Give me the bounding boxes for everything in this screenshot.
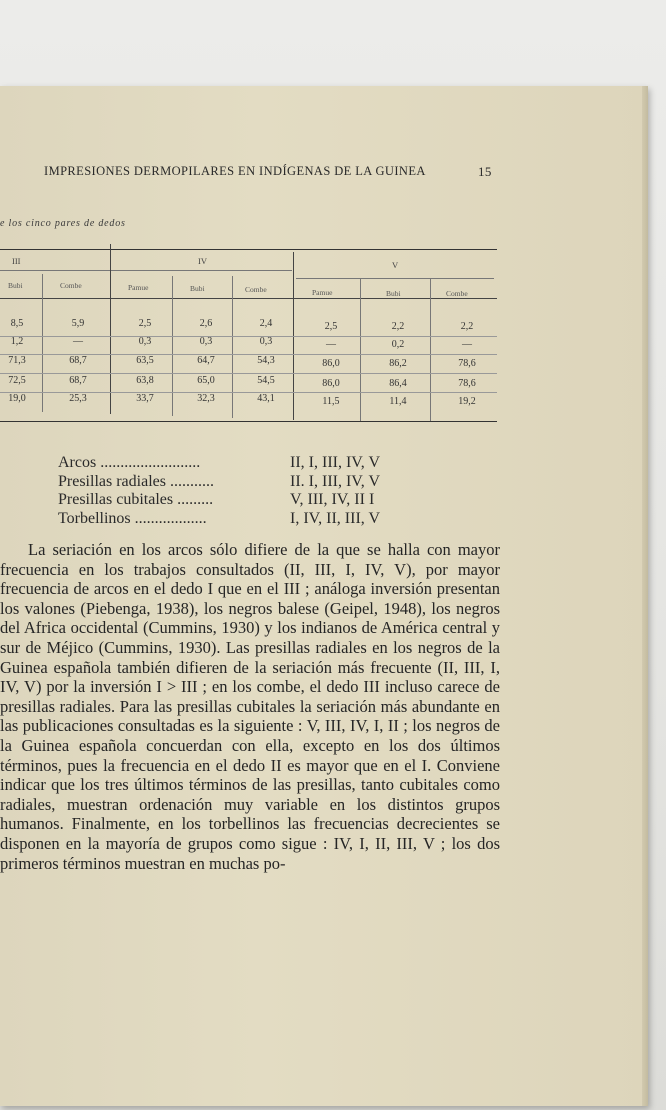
- table-cell: 72,5: [8, 375, 26, 386]
- subheader-V-combe: Combe: [446, 289, 468, 298]
- group-header-III: III: [12, 256, 21, 266]
- seriation-value: I, IV, II, III, V: [290, 509, 381, 527]
- table-header-rule: [0, 298, 497, 299]
- book-page: [0, 86, 648, 1106]
- table-cell: 65,0: [197, 375, 215, 386]
- table-cell: 11,5: [322, 396, 340, 407]
- table-cell: 68,7: [69, 355, 87, 366]
- subheader-IV-combe: Combe: [245, 285, 267, 294]
- seriation-label: Presillas cubitales .........: [58, 491, 214, 508]
- table-rule: [110, 270, 292, 271]
- table-cell: 25,3: [69, 393, 87, 404]
- table-cell: 2,6: [199, 318, 213, 329]
- body-paragraph-text: La seriación en los arcos sólo difiere de la que se halla con mayor frecuencia en los trabajos consultados (II, III, I, IV, V), por mayor frecuencia de arcos en el dedo I que en el III ; análoga inversión presentan los valones (Piebenga, 1938), los negros balese (Geipel, 1948), los negros del Africa occidental (Cummins, 1930) y los indianos de América central y sur de Méjico (Cummins, 1930). Las presillas radiales en los negros de la Guinea española también difieren de la seriación más frecuente (II, III, I, IV, V) por la inversión I > III ; en los combe, el dedo III incluso carece de presillas radiales. Para las presillas cubitales la seriación más abundante en las publicaciones consultadas es la siguiente : V, III, IV, I, II ; los negros de la Guinea española concuerdan con ella, excepto en los dos últimos términos, pues la frecuencia en el dedo II es mayor que en el I. Conviene indicar que los tres últimos términos de las presillas, tanto cubitales como radiales, muestran ordenación muy variable en los distintos grupos humanos. Finalmente, en los torbellinos las frecuencias decrecientes se disponen en la mayoría de grupos como sigue : IV, I, II, III, V ; los dos primeros términos muestran en muchas po-: [0, 540, 500, 873]
- table-cell: —: [326, 339, 336, 350]
- table-caption: e los cinco pares de dedos: [0, 218, 126, 229]
- table-rule: [296, 278, 494, 279]
- running-head-title: IMPRESIONES DERMOPILARES EN INDÍGENAS DE LA GUINEA: [44, 164, 426, 178]
- table-cell: 2,2: [391, 321, 405, 332]
- seriation-row: [58, 510, 438, 530]
- seriation-value: II. I, III, IV, V: [290, 472, 381, 490]
- subheader-IV-bubi: Bubi: [190, 284, 205, 293]
- body-paragraph: [0, 540, 500, 873]
- table-cell: 2,5: [324, 321, 338, 332]
- table-cell: 86,4: [389, 378, 407, 389]
- subheader-III-bubi: Bubi: [8, 281, 23, 290]
- table-cell: 32,3: [197, 393, 215, 404]
- page-edge: [642, 86, 648, 1106]
- subheader-V-pamue: Pamue: [312, 288, 333, 297]
- table-cell: 33,7: [136, 393, 154, 404]
- table-cell: 19,2: [458, 396, 476, 407]
- table-cell: 54,5: [257, 375, 275, 386]
- table-cell: 78,6: [458, 358, 476, 369]
- subheader-V-bubi: Bubi: [386, 289, 401, 298]
- table-cell: 71,3: [8, 355, 26, 366]
- table-vrule: [360, 278, 361, 421]
- table-cell: 0,3: [138, 336, 152, 347]
- table-cell: 86,2: [389, 358, 407, 369]
- seriation-label: Presillas radiales ...........: [58, 472, 214, 490]
- table-cell: 0,3: [199, 336, 213, 347]
- table-cell: 2,4: [259, 318, 273, 329]
- table-cell: 64,7: [197, 355, 215, 366]
- seriation-value: V, III, IV, II I: [290, 491, 375, 508]
- group-header-IV: IV: [198, 256, 207, 266]
- table-vrule: [110, 244, 111, 414]
- table-cell: —: [462, 339, 472, 350]
- table-rule: [0, 270, 110, 271]
- seriation-row: [58, 473, 438, 493]
- table-cell: 63,8: [136, 375, 154, 386]
- table-cell: 78,6: [458, 378, 476, 389]
- table-vrule: [172, 276, 173, 416]
- running-head: [44, 164, 492, 179]
- table-row-rule: [0, 373, 497, 374]
- table-cell: —: [73, 336, 83, 347]
- table-cell: 68,7: [69, 375, 87, 386]
- page-number: 15: [478, 164, 492, 179]
- seriation-row: [58, 454, 438, 474]
- seriation-label: Arcos .........................: [58, 454, 201, 471]
- table-cell: 43,1: [257, 393, 275, 404]
- table-cell: 2,2: [460, 321, 474, 332]
- seriation-value: II, I, III, IV, V: [290, 454, 381, 471]
- table-cell: 5,9: [71, 318, 85, 329]
- seriation-row: [58, 491, 438, 511]
- table-cell: 54,3: [257, 355, 275, 366]
- table-cell: 11,4: [389, 396, 407, 407]
- seriation-label: Torbellinos ..................: [58, 509, 207, 527]
- table-cell: 1,2: [10, 336, 24, 347]
- table-bottom-rule: [0, 421, 497, 422]
- table-vrule: [430, 278, 431, 421]
- subheader-IV-pamue: Pamue: [128, 283, 149, 292]
- table-cell: 8,5: [10, 318, 24, 329]
- table-cell: 0,2: [391, 339, 405, 350]
- table-cell: 86,0: [322, 358, 340, 369]
- table-cell: 86,0: [322, 378, 340, 389]
- table-cell: 0,3: [259, 336, 273, 347]
- group-header-V: V: [392, 260, 399, 270]
- table-vrule: [232, 276, 233, 418]
- table-top-rule: [0, 249, 497, 250]
- table-cell: 63,5: [136, 355, 154, 366]
- subheader-III-combe: Combe: [60, 281, 82, 290]
- table-cell: 19,0: [8, 393, 26, 404]
- table-cell: 2,5: [138, 318, 152, 329]
